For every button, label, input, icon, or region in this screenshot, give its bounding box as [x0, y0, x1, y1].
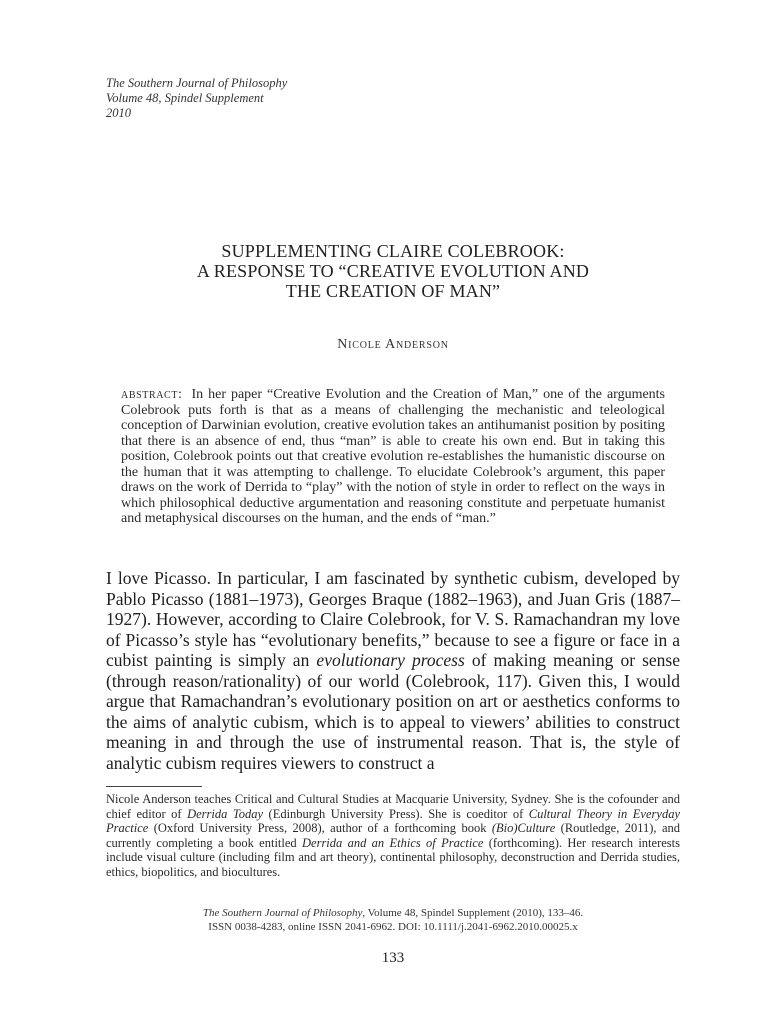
body-text-part-1: I love Picasso. In particular, I am fascinated by synthetic cubism, developed by Pablo Picasso (1881–1973), Georges Braque (1882–1963), and Juan Gris (1887–1927). However, according to Claire Colebrook, for V. S. Ramachandran my love of Picasso’s style has “evolutionary benefits,” because to see a figure or face in a cubist painting is simply an [106, 568, 680, 670]
journal-year: 2010 [106, 106, 131, 120]
journal-name: The Southern Journal of Philosophy [106, 76, 288, 90]
title-line-2: A RESPONSE TO “CREATIVE EVOLUTION AND [196, 261, 590, 281]
abstract-text: In her paper “Creative Evolution and the Creation of Man,” one of the arguments Colebrook puts forth is that as a means of challenging the mechanistic and teleological conception of Darwinian evolution, creative evolution takes an antihumanist position by positing that there is an absence of end, thus “man” is able to create his own end. But in taking this position, Colebrook points out that creative evolution re-establishes the humanistic discourse on the human that it was attempting to challenge. To elucidate Colebrook’s argument, this paper draws on the work of Derrida to “play” with the notion of style in order to reflect on the ways in which philosophical deductive argumentation and reasoning constitute and perpetuate humanist and metaphysical discourses on the human, and the ends of “man.” [121, 387, 666, 526]
author-footnote [106, 792, 680, 879]
footnote-text-1: Nicole Anderson teaches Critical and Cultural Studies at Macquarie University, Sydney. She is the cofounder and chief editor of [106, 792, 680, 821]
journal-volume: Volume 48, Spindel Supplement [106, 91, 264, 105]
page-number: 133 [381, 950, 405, 966]
footnote-text-3: (Oxford University Press, 2008), author of a forthcoming book [148, 821, 492, 835]
footnote-text-2: (Edinburgh University Press). She is coeditor of [263, 806, 529, 821]
abstract [121, 387, 665, 527]
body-paragraph [106, 568, 680, 773]
abstract-label: abstract: [121, 387, 183, 402]
body-text-part-2: of making meaning or sense (through reason/rationality) of our world (Colebrook, 117). Given this, I would argue that Ramachandran’s evolutionary position on art or aesthetics conforms to the aims of analytic cubism, which is to appeal to viewers’ abilities to construct meaning in and through the use of instrumental reason. That is, the style of analytic cubism requires viewers to construct a [106, 650, 681, 773]
footnote-divider [106, 786, 202, 787]
footnote-text-5: (forthcoming). Her research interests include visual culture (including film and art theory), continental philosophy, deconstruction and Derrida studies, ethics, biopolitics, and biocultures. [106, 835, 680, 879]
author-name: Nicole Anderson [337, 337, 449, 352]
footnote-title-derrida-ethics: Derrida and an Ethics of Practice [302, 835, 484, 850]
footnote-title-derrida-today: Derrida Today [187, 806, 264, 821]
citation-details: , Volume 48, Spindel Supplement (2010), 133–46. [362, 907, 584, 919]
footnote-title-cultural-theory: Cultural Theory in Everyday Practice [106, 806, 680, 835]
article-title [106, 241, 680, 301]
footnote-text-4: (Routledge, 2011), and currently completing a book entitled [106, 821, 680, 850]
journal-header [106, 76, 287, 121]
citation-block [106, 906, 680, 934]
title-line-1: SUPPLEMENTING CLAIRE COLEBROOK: [221, 241, 565, 261]
title-line-3: THE CREATION OF MAN” [285, 281, 501, 301]
footnote-title-bioculture: (Bio)Culture [491, 821, 556, 835]
citation-issn: ISSN 0038-4283, online ISSN 2041-6962. DOI: 10.1111/j.2041-6962.2010.00025.x [208, 921, 578, 933]
citation-journal: The Southern Journal of Philosophy [202, 907, 363, 919]
citation-line-1 [106, 906, 680, 920]
body-emphasis: evolutionary process [316, 650, 465, 670]
